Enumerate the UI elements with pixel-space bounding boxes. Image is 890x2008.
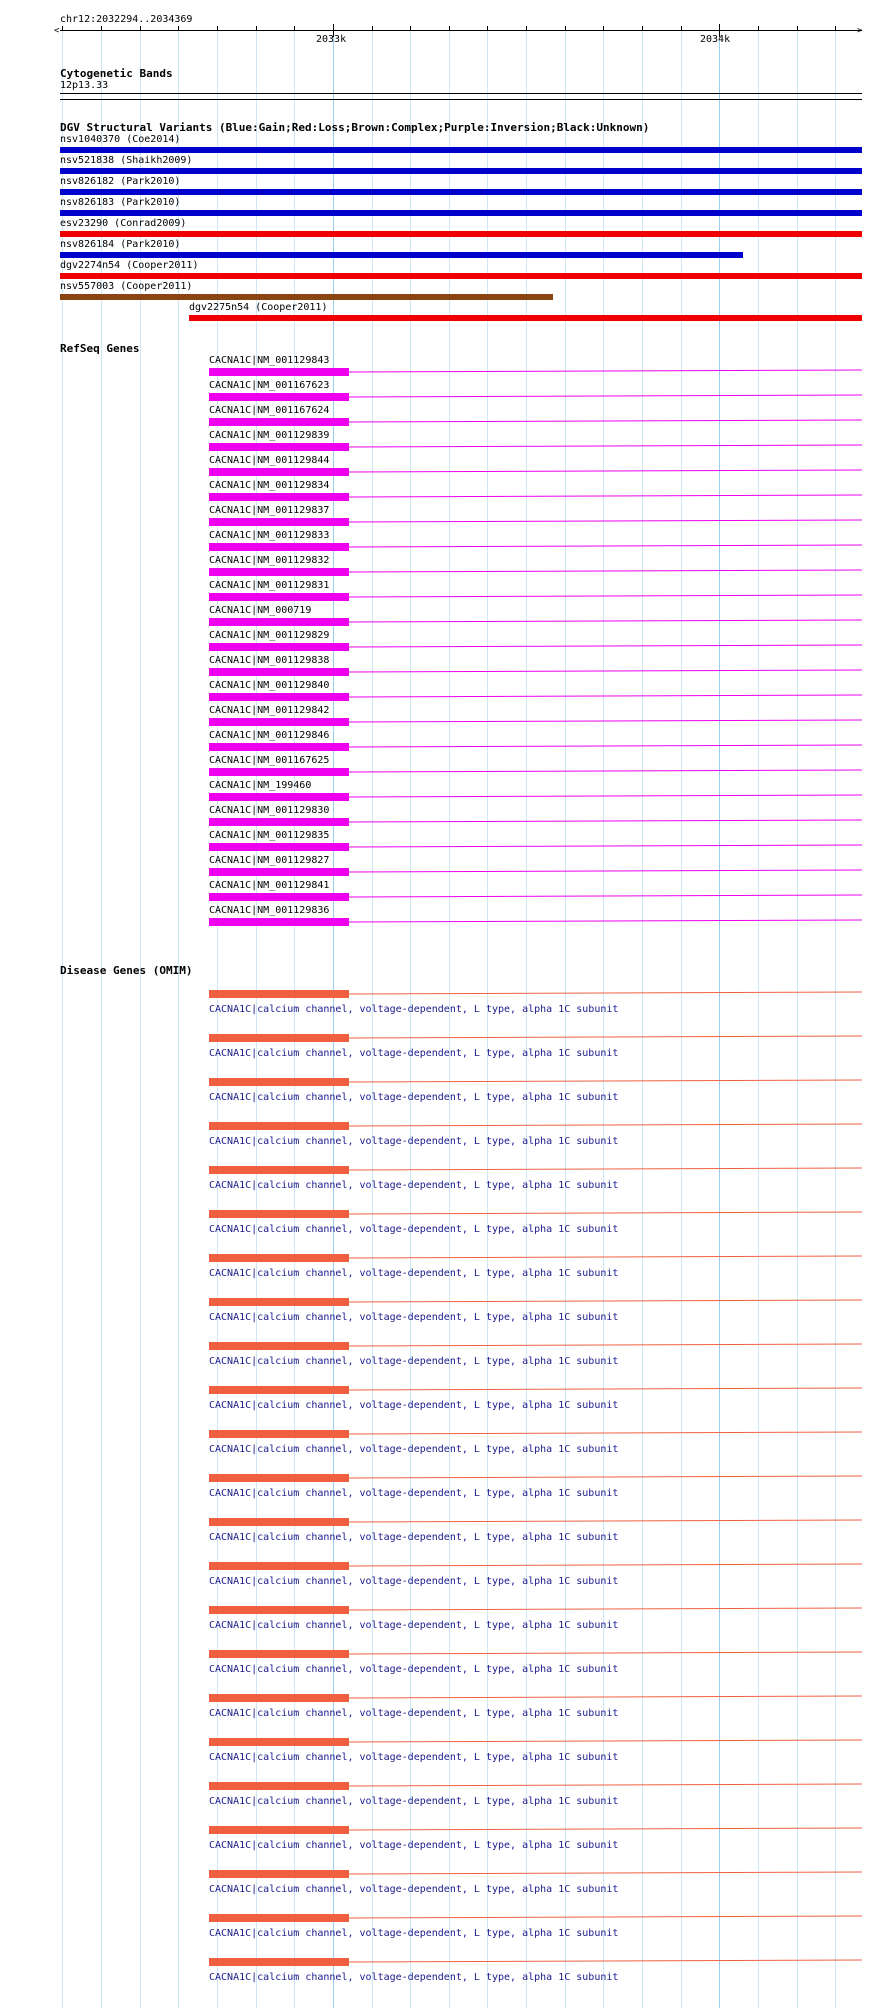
- dgv-track-title: DGV Structural Variants (Blue:Gain;Red:Loss;Brown:Complex;Purple:Inversion;Black:Unknown): [60, 121, 650, 134]
- refseq-transcript-label[interactable]: CACNA1C|NM_001129834: [209, 480, 330, 491]
- omim-gene-intron[interactable]: [349, 1604, 864, 1616]
- omim-gene-exon[interactable]: [209, 1562, 349, 1570]
- omim-gene-exon[interactable]: [209, 1078, 349, 1086]
- omim-gene-label[interactable]: CACNA1C|calcium channel, voltage-dependent, L type, alpha 1C subunit: [209, 1356, 619, 1367]
- refseq-transcript-intron[interactable]: [349, 416, 864, 428]
- dgv-variant-bar-complex[interactable]: [60, 294, 553, 300]
- refseq-transcript-label[interactable]: CACNA1C|NM_001167623: [209, 380, 330, 391]
- ruler-minor-tick: [565, 26, 566, 31]
- refseq-transcript-intron[interactable]: [349, 591, 864, 603]
- refseq-transcript-intron[interactable]: [349, 691, 864, 703]
- refseq-transcript-label[interactable]: CACNA1C|NM_000719: [209, 605, 312, 616]
- refseq-transcript-label[interactable]: CACNA1C|NM_199460: [209, 780, 312, 791]
- omim-gene-label[interactable]: CACNA1C|calcium channel, voltage-dependent, L type, alpha 1C subunit: [209, 1708, 619, 1719]
- omim-gene-label[interactable]: CACNA1C|calcium channel, voltage-dependent, L type, alpha 1C subunit: [209, 1048, 619, 1059]
- omim-gene-exon[interactable]: [209, 1518, 349, 1526]
- omim-gene-intron[interactable]: [349, 1648, 864, 1660]
- refseq-transcript-intron[interactable]: [349, 916, 864, 928]
- omim-gene-intron[interactable]: [349, 1560, 864, 1572]
- omim-gene-intron[interactable]: [349, 1692, 864, 1704]
- omim-gene-label[interactable]: CACNA1C|calcium channel, voltage-dependent, L type, alpha 1C subunit: [209, 1136, 619, 1147]
- refseq-transcript-label[interactable]: CACNA1C|NM_001129846: [209, 730, 330, 741]
- refseq-transcript-exon[interactable]: [209, 518, 349, 526]
- ruler-minor-tick: [642, 26, 643, 31]
- ruler-tick-label-2033k: 2033k: [316, 34, 347, 45]
- ruler-minor-tick: [140, 26, 141, 31]
- refseq-transcript-intron[interactable]: [349, 366, 864, 378]
- refseq-transcript-intron[interactable]: [349, 641, 864, 653]
- ruler-minor-tick: [256, 26, 257, 31]
- refseq-transcript-intron[interactable]: [349, 741, 864, 753]
- omim-gene-label[interactable]: CACNA1C|calcium channel, voltage-dependent, L type, alpha 1C subunit: [209, 1752, 619, 1763]
- refseq-transcript-label[interactable]: CACNA1C|NM_001129838: [209, 655, 330, 666]
- omim-gene-exon[interactable]: [209, 1694, 349, 1702]
- omim-gene-label[interactable]: CACNA1C|calcium channel, voltage-dependent, L type, alpha 1C subunit: [209, 1312, 619, 1323]
- cytoband-line-bottom: [60, 99, 862, 100]
- refseq-transcript-intron[interactable]: [349, 516, 864, 528]
- omim-track-title: Disease Genes (OMIM): [60, 964, 193, 977]
- dgv-variant-label[interactable]: nsv826182 (Park2010): [60, 176, 181, 187]
- refseq-transcript-intron[interactable]: [349, 816, 864, 828]
- omim-gene-label[interactable]: CACNA1C|calcium channel, voltage-dependent, L type, alpha 1C subunit: [209, 1532, 619, 1543]
- refseq-transcript-label[interactable]: CACNA1C|NM_001129843: [209, 355, 330, 366]
- ruler-minor-tick: [410, 26, 411, 31]
- ruler-axis-line: [60, 30, 862, 31]
- dgv-variant-bar-gain[interactable]: [60, 147, 862, 153]
- refseq-transcript-exon[interactable]: [209, 918, 349, 926]
- refseq-transcript-label[interactable]: CACNA1C|NM_001129833: [209, 530, 330, 541]
- dgv-variant-bar-loss[interactable]: [189, 315, 862, 321]
- omim-gene-label[interactable]: CACNA1C|calcium channel, voltage-dependent, L type, alpha 1C subunit: [209, 1620, 619, 1631]
- omim-gene-exon[interactable]: [209, 1430, 349, 1438]
- omim-gene-intron[interactable]: [349, 988, 864, 1000]
- ruler-tick-label-2034k: 2034k: [700, 34, 731, 45]
- refseq-transcript-exon[interactable]: [209, 843, 349, 851]
- omim-gene-exon[interactable]: [209, 1914, 349, 1922]
- omim-gene-label[interactable]: CACNA1C|calcium channel, voltage-dependent, L type, alpha 1C subunit: [209, 1180, 619, 1191]
- ruler-left-arrow: <: [54, 26, 60, 36]
- omim-gene-exon[interactable]: [209, 1342, 349, 1350]
- omim-gene-intron[interactable]: [349, 1428, 864, 1440]
- dgv-variant-label[interactable]: nsv826184 (Park2010): [60, 239, 181, 250]
- omim-gene-exon[interactable]: [209, 1166, 349, 1174]
- refseq-transcript-intron[interactable]: [349, 666, 864, 678]
- omim-gene-exon[interactable]: [209, 1958, 349, 1966]
- cytoband-track-title: Cytogenetic Bands: [60, 67, 173, 80]
- refseq-transcript-exon[interactable]: [209, 368, 349, 376]
- refseq-transcript-label[interactable]: CACNA1C|NM_001129829: [209, 630, 330, 641]
- refseq-transcript-exon[interactable]: [209, 743, 349, 751]
- refseq-transcript-label[interactable]: CACNA1C|NM_001129835: [209, 830, 330, 841]
- ruler-minor-tick: [101, 26, 102, 31]
- refseq-transcript-label[interactable]: CACNA1C|NM_001167624: [209, 405, 330, 416]
- dgv-variant-bar-gain[interactable]: [60, 252, 743, 258]
- omim-gene-intron[interactable]: [349, 1912, 864, 1924]
- ruler-minor-tick: [487, 26, 488, 31]
- refseq-transcript-exon[interactable]: [209, 718, 349, 726]
- refseq-transcript-intron[interactable]: [349, 791, 864, 803]
- omim-gene-exon[interactable]: [209, 1650, 349, 1658]
- refseq-transcript-exon[interactable]: [209, 693, 349, 701]
- refseq-transcript-intron[interactable]: [349, 891, 864, 903]
- dgv-variant-label[interactable]: dgv2275n54 (Cooper2011): [189, 302, 328, 313]
- omim-gene-exon[interactable]: [209, 1606, 349, 1614]
- dgv-variant-bar-gain[interactable]: [60, 189, 862, 195]
- omim-gene-exon[interactable]: [209, 1298, 349, 1306]
- refseq-transcript-exon[interactable]: [209, 818, 349, 826]
- refseq-transcript-exon[interactable]: [209, 493, 349, 501]
- omim-gene-intron[interactable]: [349, 1164, 864, 1176]
- ruler-minor-tick: [758, 26, 759, 31]
- omim-gene-intron[interactable]: [349, 1252, 864, 1264]
- ruler-right-arrow: >: [857, 26, 863, 36]
- omim-gene-exon[interactable]: [209, 1738, 349, 1746]
- dgv-variant-bar-gain[interactable]: [60, 210, 862, 216]
- omim-gene-intron[interactable]: [349, 1868, 864, 1880]
- dgv-variant-label[interactable]: nsv1040370 (Coe2014): [60, 134, 181, 145]
- omim-gene-intron[interactable]: [349, 1736, 864, 1748]
- ruler-minor-tick: [681, 26, 682, 31]
- refseq-transcript-label[interactable]: CACNA1C|NM_001129839: [209, 430, 330, 441]
- omim-gene-label[interactable]: CACNA1C|calcium channel, voltage-dependent, L type, alpha 1C subunit: [209, 1488, 619, 1499]
- omim-gene-exon[interactable]: [209, 1826, 349, 1834]
- refseq-transcript-exon[interactable]: [209, 643, 349, 651]
- dgv-variant-bar-gain[interactable]: [60, 168, 862, 174]
- refseq-transcript-exon[interactable]: [209, 418, 349, 426]
- dgv-variant-bar-loss[interactable]: [60, 273, 862, 279]
- ruler-minor-tick: [603, 26, 604, 31]
- omim-gene-exon[interactable]: [209, 1122, 349, 1130]
- refseq-transcript-exon[interactable]: [209, 593, 349, 601]
- refseq-transcript-label[interactable]: CACNA1C|NM_001129841: [209, 880, 330, 891]
- ruler-minor-tick: [449, 26, 450, 31]
- omim-gene-intron[interactable]: [349, 1824, 864, 1836]
- refseq-transcript-label[interactable]: CACNA1C|NM_001129844: [209, 455, 330, 466]
- refseq-transcript-label[interactable]: CACNA1C|NM_001129836: [209, 905, 330, 916]
- omim-gene-exon[interactable]: [209, 1210, 349, 1218]
- refseq-track-title: RefSeq Genes: [60, 342, 140, 355]
- refseq-transcript-intron[interactable]: [349, 616, 864, 628]
- ruler-minor-tick: [797, 26, 798, 31]
- refseq-transcript-label[interactable]: CACNA1C|NM_001129842: [209, 705, 330, 716]
- omim-gene-label[interactable]: CACNA1C|calcium channel, voltage-dependent, L type, alpha 1C subunit: [209, 1576, 619, 1587]
- refseq-transcript-label[interactable]: CACNA1C|NM_001129831: [209, 580, 330, 591]
- refseq-transcript-exon[interactable]: [209, 893, 349, 901]
- ruler-minor-tick: [835, 26, 836, 31]
- omim-gene-label[interactable]: CACNA1C|calcium channel, voltage-dependent, L type, alpha 1C subunit: [209, 1400, 619, 1411]
- omim-gene-exon[interactable]: [209, 1034, 349, 1042]
- omim-gene-label[interactable]: CACNA1C|calcium channel, voltage-dependent, L type, alpha 1C subunit: [209, 1840, 619, 1851]
- cytoband-label[interactable]: 12p13.33: [60, 80, 109, 91]
- ruler-minor-tick: [372, 26, 373, 31]
- refseq-transcript-intron[interactable]: [349, 541, 864, 553]
- cytoband-line-top: [60, 93, 862, 94]
- omim-gene-intron[interactable]: [349, 1516, 864, 1528]
- refseq-transcript-exon[interactable]: [209, 543, 349, 551]
- omim-gene-intron[interactable]: [349, 1340, 864, 1352]
- omim-gene-label[interactable]: CACNA1C|calcium channel, voltage-dependent, L type, alpha 1C subunit: [209, 1928, 619, 1939]
- ruler-minor-tick: [217, 26, 218, 31]
- omim-gene-exon[interactable]: [209, 1870, 349, 1878]
- omim-gene-intron[interactable]: [349, 1208, 864, 1220]
- omim-gene-intron[interactable]: [349, 1780, 864, 1792]
- refseq-transcript-label[interactable]: CACNA1C|NM_001129830: [209, 805, 330, 816]
- dgv-variant-label[interactable]: nsv826183 (Park2010): [60, 197, 181, 208]
- refseq-transcript-intron[interactable]: [349, 441, 864, 453]
- refseq-transcript-exon[interactable]: [209, 393, 349, 401]
- refseq-transcript-label[interactable]: CACNA1C|NM_001129832: [209, 555, 330, 566]
- omim-gene-label[interactable]: CACNA1C|calcium channel, voltage-dependent, L type, alpha 1C subunit: [209, 1004, 619, 1015]
- refseq-transcript-exon[interactable]: [209, 618, 349, 626]
- refseq-transcript-exon[interactable]: [209, 793, 349, 801]
- omim-gene-label[interactable]: CACNA1C|calcium channel, voltage-dependent, L type, alpha 1C subunit: [209, 1664, 619, 1675]
- refseq-transcript-intron[interactable]: [349, 716, 864, 728]
- refseq-transcript-intron[interactable]: [349, 766, 864, 778]
- dgv-variant-label[interactable]: nsv557003 (Cooper2011): [60, 281, 193, 292]
- omim-gene-intron[interactable]: [349, 1296, 864, 1308]
- refseq-transcript-intron[interactable]: [349, 841, 864, 853]
- refseq-transcript-label[interactable]: CACNA1C|NM_001167625: [209, 755, 330, 766]
- omim-gene-exon[interactable]: [209, 990, 349, 998]
- ruler-minor-tick: [294, 26, 295, 31]
- refseq-transcript-exon[interactable]: [209, 768, 349, 776]
- omim-gene-label[interactable]: CACNA1C|calcium channel, voltage-dependent, L type, alpha 1C subunit: [209, 1972, 619, 1983]
- omim-gene-label[interactable]: CACNA1C|calcium channel, voltage-dependent, L type, alpha 1C subunit: [209, 1884, 619, 1895]
- ruler-minor-tick: [178, 26, 179, 31]
- omim-gene-intron[interactable]: [349, 1120, 864, 1132]
- refseq-transcript-label[interactable]: CACNA1C|NM_001129827: [209, 855, 330, 866]
- ruler-minor-tick: [62, 26, 63, 31]
- omim-gene-label[interactable]: CACNA1C|calcium channel, voltage-dependent, L type, alpha 1C subunit: [209, 1796, 619, 1807]
- omim-gene-label[interactable]: CACNA1C|calcium channel, voltage-dependent, L type, alpha 1C subunit: [209, 1444, 619, 1455]
- omim-gene-exon[interactable]: [209, 1474, 349, 1482]
- omim-gene-intron[interactable]: [349, 1032, 864, 1044]
- omim-gene-exon[interactable]: [209, 1254, 349, 1262]
- omim-gene-intron[interactable]: [349, 1472, 864, 1484]
- omim-gene-intron[interactable]: [349, 1076, 864, 1088]
- dgv-variant-label[interactable]: esv23290 (Conrad2009): [60, 218, 187, 229]
- refseq-transcript-exon[interactable]: [209, 568, 349, 576]
- refseq-transcript-exon[interactable]: [209, 868, 349, 876]
- omim-gene-intron[interactable]: [349, 1384, 864, 1396]
- omim-gene-exon[interactable]: [209, 1386, 349, 1394]
- refseq-transcript-exon[interactable]: [209, 468, 349, 476]
- omim-gene-exon[interactable]: [209, 1782, 349, 1790]
- omim-gene-intron[interactable]: [349, 1956, 864, 1968]
- dgv-variant-label[interactable]: dgv2274n54 (Cooper2011): [60, 260, 199, 271]
- ruler-range-label: chr12:2032294..2034369: [60, 14, 193, 25]
- omim-gene-label[interactable]: CACNA1C|calcium channel, voltage-dependent, L type, alpha 1C subunit: [209, 1224, 619, 1235]
- dgv-variant-label[interactable]: nsv521838 (Shaikh2009): [60, 155, 193, 166]
- refseq-transcript-label[interactable]: CACNA1C|NM_001129837: [209, 505, 330, 516]
- dgv-variant-bar-loss[interactable]: [60, 231, 862, 237]
- refseq-transcript-label[interactable]: CACNA1C|NM_001129840: [209, 680, 330, 691]
- refseq-transcript-intron[interactable]: [349, 391, 864, 403]
- omim-gene-label[interactable]: CACNA1C|calcium channel, voltage-dependent, L type, alpha 1C subunit: [209, 1092, 619, 1103]
- refseq-transcript-exon[interactable]: [209, 443, 349, 451]
- refseq-transcript-exon[interactable]: [209, 668, 349, 676]
- ruler-minor-tick: [526, 26, 527, 31]
- refseq-transcript-intron[interactable]: [349, 491, 864, 503]
- refseq-transcript-intron[interactable]: [349, 866, 864, 878]
- refseq-transcript-intron[interactable]: [349, 466, 864, 478]
- refseq-transcript-intron[interactable]: [349, 566, 864, 578]
- omim-gene-label[interactable]: CACNA1C|calcium channel, voltage-dependent, L type, alpha 1C subunit: [209, 1268, 619, 1279]
